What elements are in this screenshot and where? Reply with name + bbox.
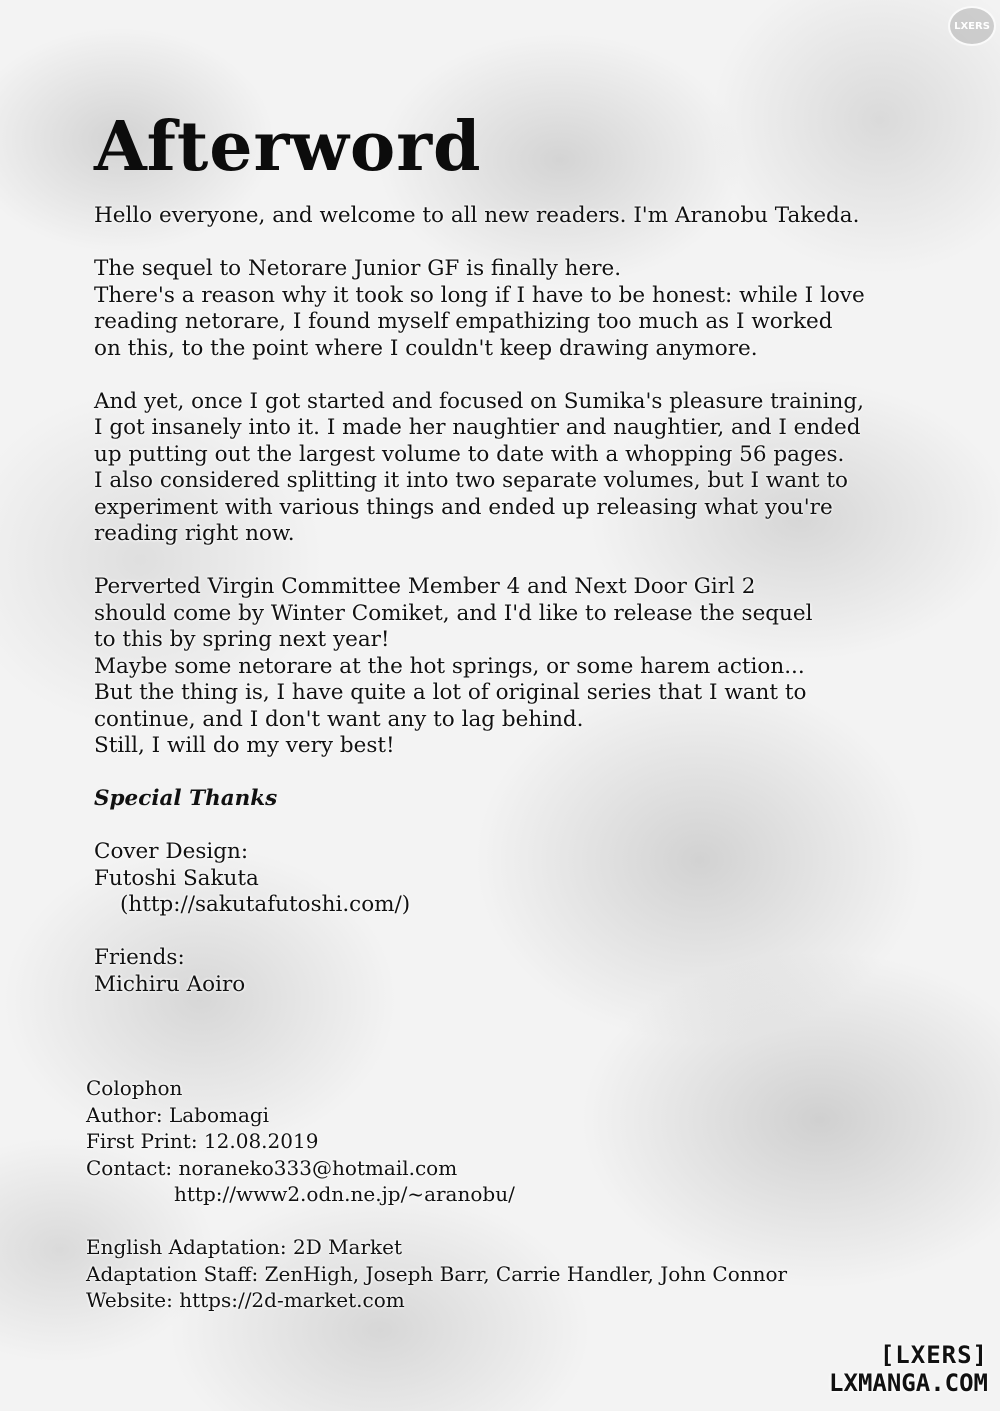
cover-design-name: Futoshi Sakuta [94,865,259,891]
watermark-line-1: [LXERS] [879,1341,988,1369]
colophon-block [86,1075,886,1314]
paragraph-sequel: The sequel to Netorare Junior GF is finally here. There's a reason why it took so long if I have to be honest: while I love reading netorare, I found myself empathizing too much as I worked on this, to the point where I couldn't keep drawing anymore. [94,256,865,361]
cover-design-credit [94,839,874,919]
colophon-contact: Contact: noraneko333@hotmail.com [86,1155,458,1180]
friends-name: Michiru Aoiro [94,971,246,997]
colophon-adaptation: English Adaptation: 2D Market [86,1235,403,1259]
paragraph-plans: Perverted Virgin Committee Member 4 and Next Door Girl 2 should come by Winter Comiket, and I'd like to release the sequel to this by spring next year! Maybe some netorare at the hot springs, or some harem action... But the thing is, I have quite a lot of original series that I want to continue, and I don't want any to lag behind. Still, I will do my very best! [94,574,813,758]
friends-credit [94,945,874,998]
paragraph-greeting: Hello everyone, and welcome to all new readers. I'm Aranobu Takeda. [94,203,860,228]
paragraph-training: And yet, once I got started and focused on Sumika's pleasure training, I got insanely into it. I made her naughtier and naughtier, and I ended up putting out the largest volume to date with a whopping 56 pages. I also considered splitting it into two separate volumes, but I want to experiment with various things and ended up releasing what you're reading right now. [94,388,864,546]
colophon-website: Website: https://2d-market.com [86,1288,405,1312]
colophon-staff: Adaptation Staff: ZenHigh, Joseph Barr, Carrie Handler, John Connor [86,1261,788,1286]
afterword-body [94,105,874,1025]
colophon-author: Author: Labomagi [86,1102,270,1127]
lxers-logo-badge [948,6,996,46]
page-title: Afterword [94,107,482,187]
colophon-spacer [86,1208,886,1235]
watermark-line-2: LXMANGA.COM [829,1369,988,1397]
colophon-first-print: First Print: 12.08.2019 [86,1129,319,1153]
cover-design-label: Cover Design: [94,839,249,864]
badge-text: LXERS [954,20,990,32]
colophon-contact-url: http://www2.odn.ne.jp/~aranobu/ [174,1182,515,1206]
site-watermark [829,1341,988,1397]
special-thanks-heading: Special Thanks [94,786,278,811]
colophon-heading: Colophon [86,1076,183,1100]
cover-design-url: (http://sakutafutoshi.com/) [120,892,411,917]
friends-label: Friends: [94,945,185,970]
